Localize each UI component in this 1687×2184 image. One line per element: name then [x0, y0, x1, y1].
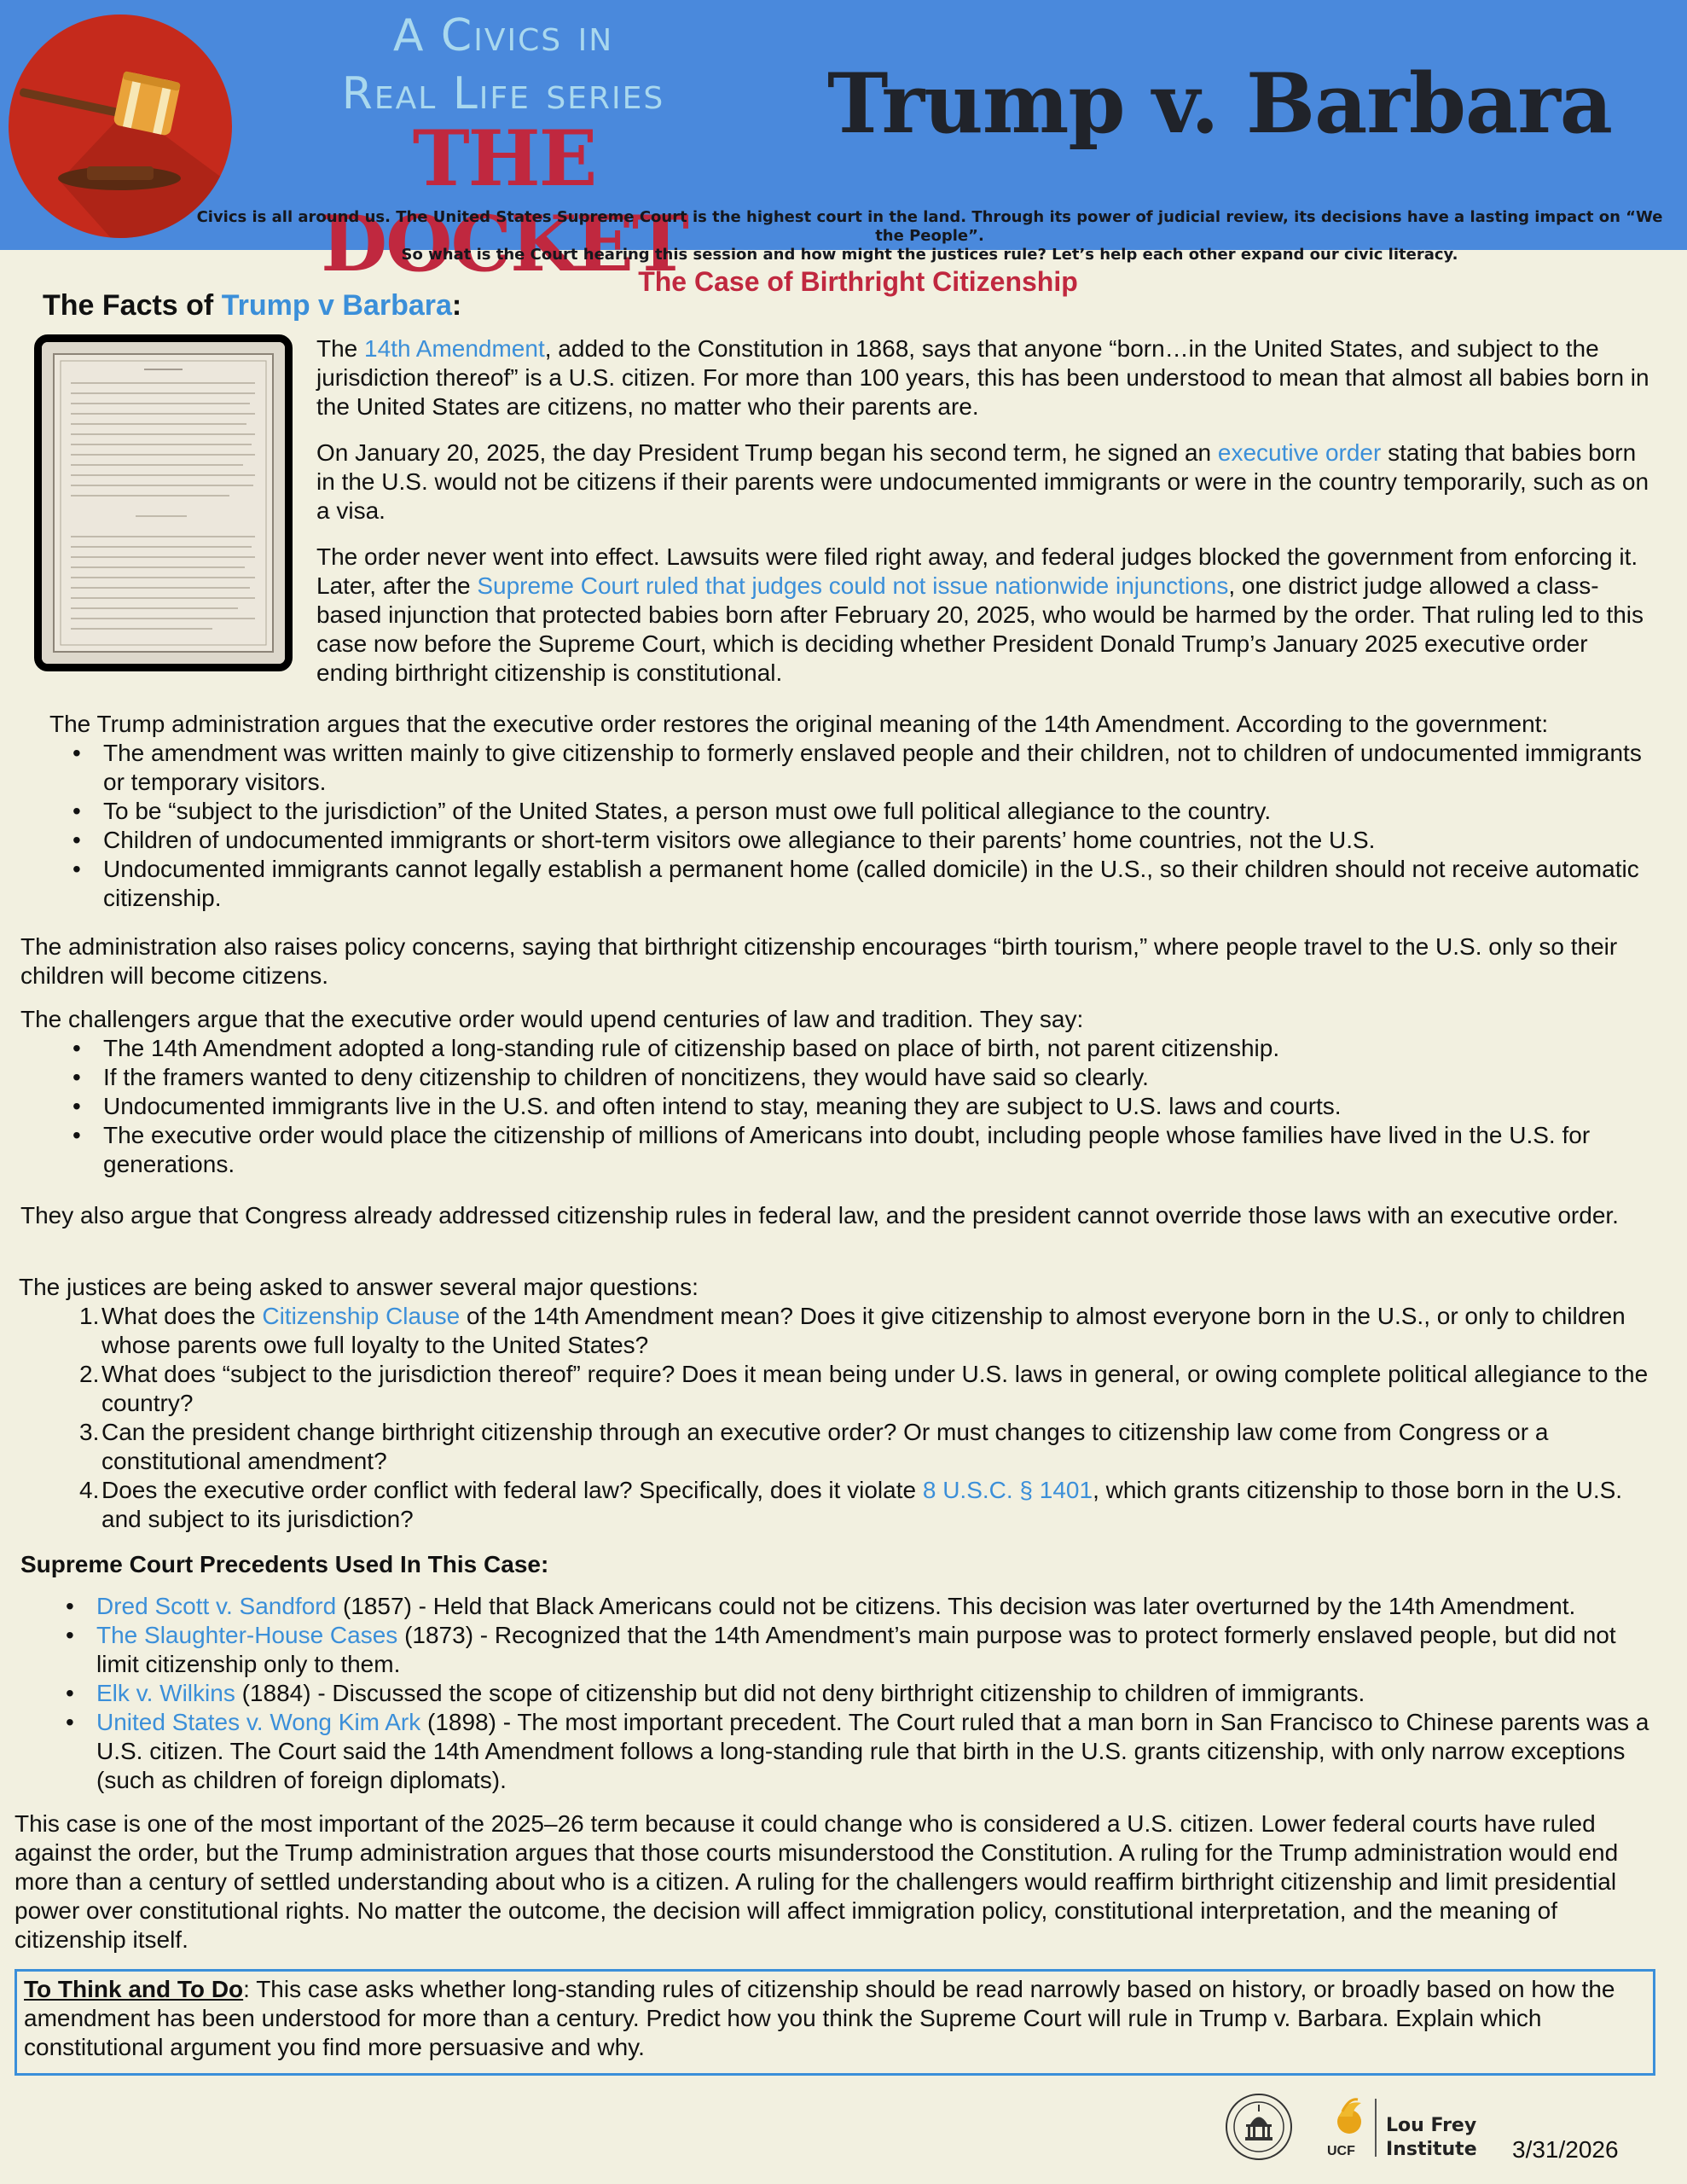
question-number: 2.: [79, 1361, 100, 1387]
question-1-end: of the 14th Amendment mean? Does it give citizenship to almost everyone born in the U.S., or only to children whose parents owe full loyalty to the United States?: [101, 1303, 1626, 1358]
intro-p3-end: , one district judge allowed a class-based injunction that protected babies born after February 20, 2025, who would be harmed by the order. That ruling led to this case now before the Supreme Court, which is deciding whether President Donald Trump’s January 2025 executive order ending birthright citizenship is constitutional.: [316, 572, 1644, 686]
facts-heading: [43, 289, 461, 322]
institute-line-2: Institute: [1386, 2139, 1477, 2160]
facts-suffix: :: [451, 289, 462, 322]
question-item: [79, 1360, 1656, 1418]
precedent-description: (1898) - The most important precedent. The Court ruled that a man born in San Francisco to Chinese parents was a U.S. citizen. The Court said the 14th Amendment follows a long-standing rule that birth in the U.S. grants citizenship, with only narrow exceptions (such as children of foreign diplomats).: [96, 1709, 1649, 1793]
nationwide-injunctions-link[interactable]: Supreme Court ruled that judges could not issue nationwide injunctions: [477, 572, 1229, 599]
intro-paragraph-1: [316, 334, 1660, 421]
gavel-logo-icon: [9, 15, 232, 238]
government-lead: The Trump administration argues that the executive order restores the original meaning of the 14th Amendment. According to the government:: [49, 711, 1549, 737]
government-points: [103, 739, 1644, 913]
government-point: • To be “subject to the jurisdiction” of the United States, a person must owe full political allegiance to the country.: [103, 797, 1644, 826]
questions-section: [19, 1273, 1656, 1534]
intro-paragraph-2: [316, 439, 1660, 526]
precedent-item: [96, 1708, 1657, 1795]
question-4-end: , which grants citizenship to those born in the U.S. and subject to its jurisdiction?: [101, 1477, 1623, 1532]
brand-title: THE DOCKET: [321, 113, 687, 289]
precedent-link-wong-kim-ark[interactable]: United States v. Wong Kim Ark: [96, 1709, 421, 1735]
precedent-link-dred-scott[interactable]: Dred Scott v. Sandford: [96, 1593, 337, 1619]
precedent-item: [96, 1621, 1657, 1679]
challenger-point: • The 14th Amendment adopted a long-standing rule of citizenship based on place of birth, not parent citizenship.: [103, 1034, 1654, 1063]
lou-frey-institute: [1386, 2114, 1477, 2162]
intro-text: [316, 334, 1660, 688]
questions-list: [79, 1302, 1656, 1534]
precedents-heading: Supreme Court Precedents Used In This Case:: [20, 1551, 549, 1577]
question-item: [79, 1476, 1656, 1534]
publish-date: 3/31/2026: [1512, 2136, 1619, 2163]
congress-paragraph: They also argue that Congress already addressed citizenship rules in federal law, and the president cannot override those laws with an executive order.: [20, 1202, 1619, 1228]
question-number: 3.: [79, 1419, 100, 1445]
series-line-1: A Civics in: [392, 10, 614, 61]
page-subtitle: The Case of Birthright Citizenship: [638, 266, 1078, 297]
precedent-link-slaughter-house[interactable]: The Slaughter-House Cases: [96, 1622, 398, 1648]
intro-p3-start: The order never went into effect. Lawsuits were filed right away, and federal judges blocked the government from enforcing it. Later, after the: [316, 543, 1638, 599]
fourteenth-amendment-link[interactable]: 14th Amendment: [364, 335, 545, 362]
series-line-2: Real Life series: [341, 68, 665, 119]
precedent-item: [96, 1592, 1657, 1621]
constitution-document-image: [34, 334, 293, 671]
precedent-item: [96, 1679, 1657, 1708]
government-point: • Undocumented immigrants cannot legally establish a permanent home (called domicile) in the U.S., so their children should not receive automatic citizenship.: [103, 855, 1644, 913]
tagline: [188, 208, 1672, 264]
precedent-description: (1873) - Recognized that the 14th Amendment’s main purpose was to protect formerly enslaved people, but did not limit citizenship only to them.: [96, 1622, 1616, 1677]
case-title: Trump v. Barbara: [827, 55, 1612, 152]
joint-center-seal-icon: [1225, 2093, 1293, 2161]
think-label: To Think and To Do: [24, 1976, 244, 2002]
intro-paragraph-3: [316, 543, 1660, 688]
government-point: • The amendment was written mainly to give citizenship to formerly enslaved people and their children, not to children of undocumented immigrants or temporary visitors.: [103, 739, 1644, 797]
challenger-arguments: [20, 1005, 1654, 1179]
tagline-line-2: So what is the Court hearing this session and how might the justices rule? Let’s help each other expand our civic literacy.: [401, 246, 1458, 264]
government-point: • Children of undocumented immigrants or short-term visitors owe allegiance to their parents’ home countries, not the U.S.: [103, 826, 1644, 855]
precedent-description: (1857) - Held that Black Americans could not be citizens. This decision was later overturned by the 14th Amendment.: [336, 1593, 1576, 1619]
precedent-link-elk-wilkins[interactable]: Elk v. Wilkins: [96, 1680, 235, 1706]
intro-p1-start: The: [316, 335, 365, 362]
questions-lead: The justices are being asked to answer several major questions:: [19, 1274, 699, 1300]
think-and-do-box: [14, 1969, 1655, 2076]
question-number: 4.: [79, 1477, 100, 1503]
citizenship-clause-link[interactable]: Citizenship Clause: [262, 1303, 461, 1329]
challenger-points: [103, 1034, 1654, 1179]
intro-p1-end: , added to the Constitution in 1868, says that anyone “born…in the United States, and subject to the jurisdiction thereof” is a U.S. citizen. For more than 100 years, this has been understood to mean that almost all babies born in the United States are citizens, no matter who their parents are.: [316, 335, 1649, 420]
challenger-point: • If the framers wanted to deny citizenship to children of noncitizens, they would have said so clearly.: [103, 1063, 1654, 1092]
facts-prefix: The Facts of: [43, 289, 222, 322]
case-link[interactable]: Trump v Barbara: [221, 289, 452, 322]
footer-divider: [1375, 2099, 1377, 2157]
question-4-start: Does the executive order conflict with federal law? Specifically, does it violate: [101, 1477, 923, 1503]
conclusion-paragraph: This case is one of the most important of the 2025–26 term because it could change who is considered a U.S. citizen. Lower federal courts have ruled against the order, but the Trump administration argues that those courts misunderstood the Constitution. A ruling for the Trump administration would end more than a century of settled understanding about who is a citizen. A ruling for the challengers would reaffirm birthright citizenship and limit presidential power over constitutional rights. No matter the outcome, the decision will affect immigration policy, constitutional interpretation, and the meaning of citizenship itself.: [14, 1810, 1619, 1953]
question-item: [79, 1302, 1656, 1360]
challenger-point: • Undocumented immigrants live in the U.S. and often intend to stay, meaning they are subject to U.S. laws and courts.: [103, 1092, 1654, 1121]
think-text: : This case asks whether long-standing rules of citizenship should be read narrowly based on history, or broadly based on how the amendment has been understood for more than a century. Predict how you think the Supreme Court will rule in Trump v. Barbara. Explain which constitutional argument you find more persuasive and why.: [24, 1976, 1615, 2060]
question-1-start: What does the: [101, 1303, 263, 1329]
series-title: [264, 7, 742, 123]
ucf-label: UCF: [1327, 2144, 1355, 2158]
tagline-line-1: Civics is all around us. The United States Supreme Court is the highest court in the land. Through its power of judicial review, its decisions have a lasting impact on “We the People”.: [196, 208, 1663, 245]
intro-p2-start: On January 20, 2025, the day President Trump began his second term, he signed an: [316, 439, 1218, 466]
precedents-list: [96, 1592, 1657, 1795]
institute-line-1: Lou Frey: [1386, 2115, 1477, 2136]
question-number: 1.: [79, 1303, 100, 1329]
question-item: [79, 1418, 1656, 1476]
question-2-text: What does “subject to the jurisdiction thereof” require? Does it mean being under U.S. laws in general, or owing complete political allegiance to the country?: [101, 1361, 1649, 1416]
precedent-description: (1884) - Discussed the scope of citizenship but did not deny birthright citizenship to children of immigrants.: [235, 1680, 1365, 1706]
usc-1401-link[interactable]: 8 U.S.C. § 1401: [922, 1477, 1093, 1503]
question-3-text: Can the president change birthright citizenship through an executive order? Or must changes to citizenship law come from Congress or a constitutional amendment?: [101, 1419, 1549, 1474]
intro-p2-end: stating that babies born in the U.S. would not be citizens if their parents were undocumented immigrants or were in the country temporarily, such as on a visa.: [316, 439, 1649, 524]
precedents-section: [96, 1592, 1657, 1795]
executive-order-link[interactable]: executive order: [1217, 439, 1382, 466]
government-arguments: [49, 710, 1644, 913]
policy-paragraph: The administration also raises policy concerns, saying that birthright citizenship encourages “birth tourism,” where people travel to the U.S. only so their children will become citizens.: [20, 933, 1618, 989]
challenger-point: • The executive order would place the citizenship of millions of Americans into doubt, including people whose families have lived in the U.S. for generations.: [103, 1121, 1654, 1179]
challenger-lead: The challengers argue that the executive order would upend centuries of law and tradition. They say:: [20, 1006, 1084, 1032]
